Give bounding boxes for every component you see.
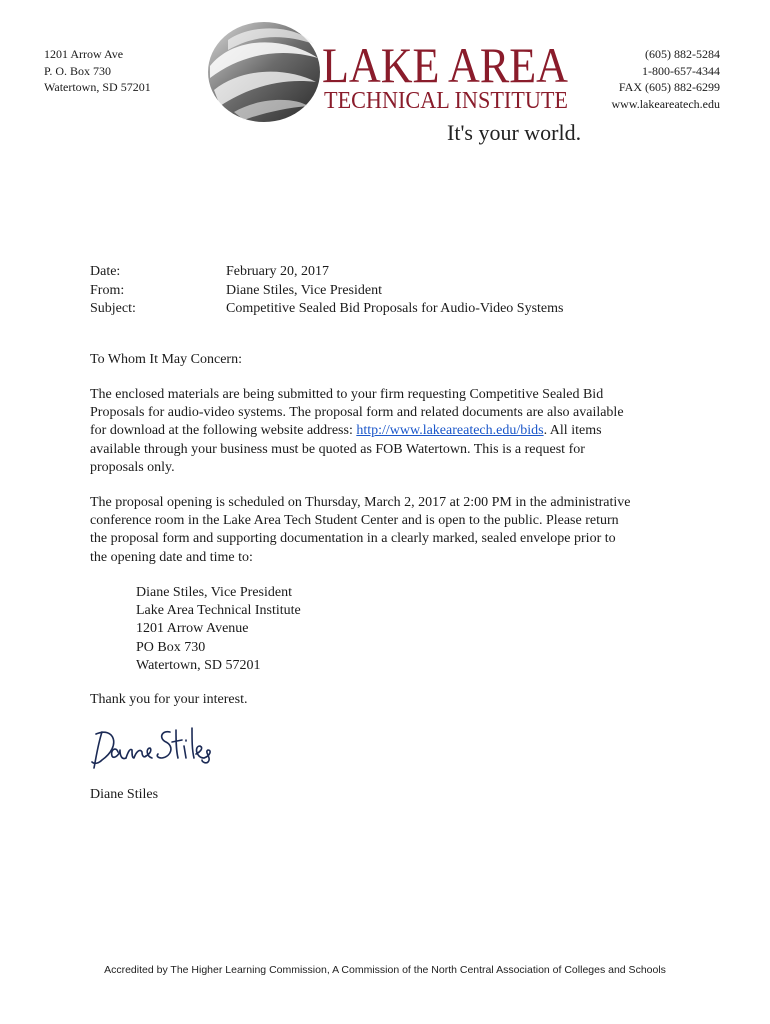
subject-label: Subject: [90,301,136,317]
memo-header [90,263,563,319]
paragraph-line: proposals only. [90,459,175,475]
website-line: www.lakeareatech.edu [611,96,720,111]
address-line: PO Box 730 [136,639,206,655]
address-line: 1201 Arrow Ave [44,47,124,61]
from-value: Diane Stiles, Vice President [226,282,382,298]
paragraph-line [90,422,690,440]
address-line: Watertown, SD 57201 [136,657,261,673]
paragraph-line: available through your business must be quoted as FOB Watertown. This is a request for [90,441,585,457]
bids-link[interactable]: http://www.lakeareatech.edu/bids [356,423,544,439]
paragraph-1 [90,386,690,477]
paragraph-line: the proposal form and supporting documentation in a clearly marked, sealed envelope prior to [90,531,616,547]
paragraph-text: . All items [543,423,602,439]
paragraph-line: The enclosed materials are being submitted to your firm requesting Competitive Sealed Bid [90,387,604,402]
paragraph-text: for download at the following website address: [90,423,357,439]
from-label: From: [90,282,125,298]
address-line: Watertown, SD 57201 [44,80,151,94]
date-label: Date: [90,264,121,279]
address-line: P. O. Box 730 [44,63,112,78]
address-line: Lake Area Technical Institute [136,603,301,619]
lake-area-logo [204,16,584,132]
signer-name: Diane Stiles [90,787,159,802]
tagline: It's your world. [447,120,582,145]
globe-swirl-icon [208,22,320,122]
fax-line: FAX (605) 882-6299 [618,80,720,94]
accreditation-footer: Accredited by The Higher Learning Commission, A Commission of the North Central Association of Colleges and Schools [104,964,666,976]
subject-row [90,300,563,319]
logo-line2: TECHNICAL INSTITUTE [324,88,568,114]
closing: Thank you for your interest. [90,692,248,707]
letterhead-contact [612,46,721,112]
address-line: Diane Stiles, Vice President [136,585,292,600]
subject-value: Competitive Sealed Bid Proposals for Audio-Video Systems [226,301,564,317]
paragraph-line: conference room in the Lake Area Tech Student Center and is open to the public. Please return [90,513,619,529]
signature [88,722,218,772]
date-row [90,263,563,282]
salutation: To Whom It May Concern: [90,352,242,367]
logo-line1: LAKE AREA [322,37,568,93]
date-value: February 20, 2017 [226,264,330,279]
paragraph-line: the opening date and time to: [90,549,253,565]
letterhead-address [44,46,151,96]
from-row [90,282,563,301]
tollfree-line: 1-800-657-4344 [642,63,720,78]
paragraph-2 [90,494,690,567]
paragraph-line: Proposals for audio-video systems. The proposal form and related documents are also available [90,405,624,421]
return-address-block [136,584,301,675]
phone-line: (605) 882-5284 [645,47,720,61]
address-line: 1201 Arrow Avenue [136,621,249,637]
paragraph-line: The proposal opening is scheduled on Thursday, March 2, 2017 at 2:00 PM in the administrative [90,495,631,510]
